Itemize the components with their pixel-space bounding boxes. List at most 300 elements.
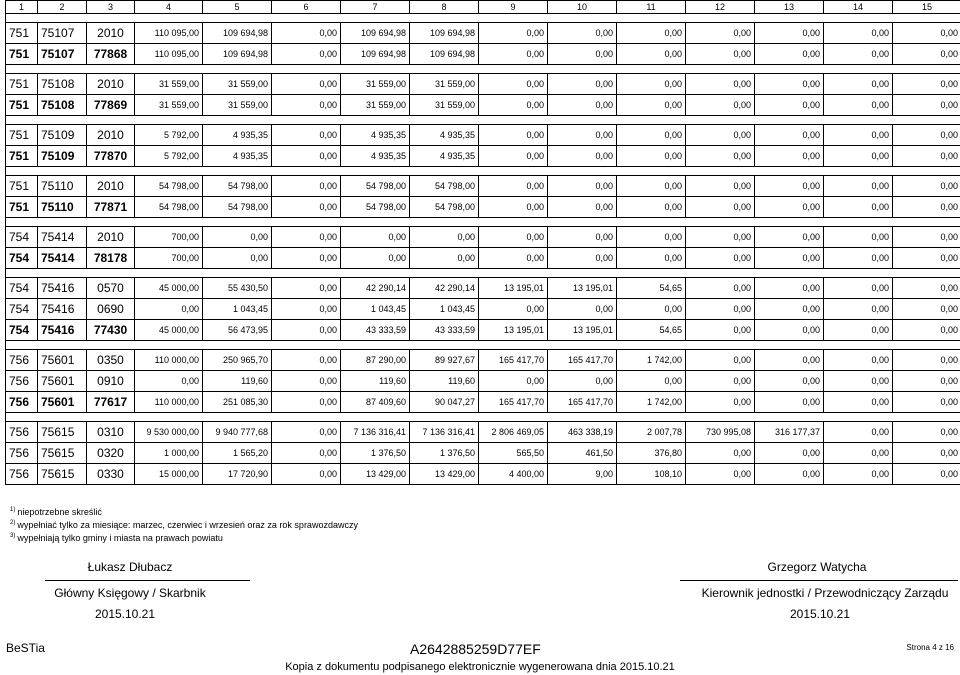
table-cell: 0,00 [893,464,960,485]
table-row [6,23,960,44]
table-cell: 0,00 [893,197,960,218]
table-cell: 77868 [87,44,135,65]
table-cell: 0,00 [755,227,824,248]
table-cell: 119,60 [341,371,410,392]
table-cell: 0,00 [893,278,960,299]
table-cell: 316 177,37 [755,422,824,443]
table-cell: 0,00 [686,299,755,320]
header-cell: 12 [686,1,755,14]
table-cell: 75414 [38,248,87,269]
table-cell: 0,00 [203,227,272,248]
table-cell: 0,00 [479,44,548,65]
table-cell: 0,00 [617,146,686,167]
table-cell: 75416 [38,278,87,299]
table-cell: 109 694,98 [203,23,272,44]
app-name: BeSTia [6,641,45,655]
table-cell: 109 694,98 [203,44,272,65]
table-cell: 0,00 [341,248,410,269]
table-cell: 75414 [38,227,87,248]
table-cell: 13 195,01 [479,320,548,341]
table-cell: 756 [6,422,38,443]
table-row [6,44,960,65]
table-cell: 751 [6,44,38,65]
table-cell: 0,00 [617,176,686,197]
table-cell: 0,00 [341,227,410,248]
table-cell: 251 085,30 [203,392,272,413]
table-cell: 54,65 [617,320,686,341]
table-cell: 700,00 [135,227,203,248]
table-cell: 45 000,00 [135,320,203,341]
table-cell: 0,00 [824,278,893,299]
table-cell: 0,00 [548,299,617,320]
table-cell: 109 694,98 [341,23,410,44]
table-cell: 0,00 [272,44,341,65]
table-cell: 0,00 [272,248,341,269]
header-cell: 13 [755,1,824,14]
table-cell: 54 798,00 [410,176,479,197]
table-cell: 0,00 [272,464,341,485]
table-cell: 75108 [38,95,87,116]
table-cell: 75108 [38,74,87,95]
header-cell: 1 [6,1,38,14]
table-cell: 0,00 [824,443,893,464]
signature-left-role: Główny Księgowy / Skarbnik [54,586,206,600]
table-cell: 0,00 [479,197,548,218]
table-cell: 109 694,98 [410,23,479,44]
table-cell: 0,00 [617,74,686,95]
footnotes [10,505,358,544]
table-cell: 0,00 [755,299,824,320]
table-cell: 87 409,60 [341,392,410,413]
table-cell: 0,00 [617,227,686,248]
table-cell: 0,00 [548,176,617,197]
table-cell: 54 798,00 [203,176,272,197]
table-cell: 75601 [38,350,87,371]
spacer-row [6,218,960,227]
header-cell: 4 [135,1,203,14]
table-cell: 0,00 [548,74,617,95]
table-cell: 0,00 [893,125,960,146]
table-cell: 4 935,35 [410,146,479,167]
table-cell: 0,00 [824,44,893,65]
table-row [6,299,960,320]
table-cell: 13 429,00 [410,464,479,485]
table-cell: 31 559,00 [135,95,203,116]
table-cell: 0,00 [755,95,824,116]
table-cell: 75416 [38,299,87,320]
table-cell: 0,00 [755,23,824,44]
signature-left-date: 2015.10.21 [94,607,156,621]
header-cell: 14 [824,1,893,14]
spacer-cell [6,65,960,74]
header-cell: 10 [548,1,617,14]
table-cell: 754 [6,299,38,320]
table-cell: 463 338,19 [548,422,617,443]
table-cell: 0,00 [135,299,203,320]
table-cell: 1 043,45 [341,299,410,320]
table-cell: 0,00 [479,227,548,248]
table-cell: 0,00 [617,248,686,269]
table-cell: 0,00 [824,464,893,485]
table-cell: 15 000,00 [135,464,203,485]
table-cell: 0,00 [824,320,893,341]
header-cell: 2 [38,1,87,14]
table-cell: 54 798,00 [410,197,479,218]
table-cell: 565,50 [479,443,548,464]
table-cell: 77617 [87,392,135,413]
table-cell: 0,00 [824,392,893,413]
table-cell: 700,00 [135,248,203,269]
table-cell: 0,00 [479,176,548,197]
table-cell: 0,00 [272,443,341,464]
table-cell: 0320 [87,443,135,464]
header-cell: 3 [87,1,135,14]
signature-left-name: Łukasz Dłubacz [87,560,173,574]
table-cell: 0,00 [686,320,755,341]
table-cell: 1 742,00 [617,392,686,413]
table-cell: 0,00 [617,299,686,320]
table-cell: 13 195,01 [548,278,617,299]
signature-line-left [45,580,250,581]
table-cell: 0,00 [686,44,755,65]
table-cell: 751 [6,146,38,167]
table-cell: 0330 [87,464,135,485]
table-cell: 0,00 [686,248,755,269]
table-cell: 17 720,90 [203,464,272,485]
table-cell: 9 940 777,68 [203,422,272,443]
table-cell: 1 376,50 [341,443,410,464]
table-cell: 0,00 [755,392,824,413]
footnote: $^{2)}$ wypełniać tylko za miesiące: marzec, czerwiec i wrzesień oraz za rok sprawozdawczy [10,520,358,530]
table-cell: 0,00 [272,176,341,197]
table-row [6,146,960,167]
table-cell: 0,00 [479,125,548,146]
table-cell: 1 376,50 [410,443,479,464]
spacer-cell [6,116,960,125]
table-cell: 77871 [87,197,135,218]
table-cell: 0,00 [824,299,893,320]
table-cell: 75615 [38,464,87,485]
table-cell: 75601 [38,392,87,413]
table-cell: 730 995,08 [686,422,755,443]
table-cell: 751 [6,74,38,95]
table-cell: 0,00 [272,95,341,116]
table-cell: 0,00 [548,248,617,269]
table-cell: 0,00 [617,125,686,146]
table-row [6,248,960,269]
table-cell: 13 195,01 [479,278,548,299]
table-row [6,197,960,218]
table-cell: 751 [6,176,38,197]
table-cell: 0,00 [410,248,479,269]
spacer-cell [6,341,960,350]
table-cell: 756 [6,392,38,413]
table-cell: 75601 [38,371,87,392]
table-cell: 5 792,00 [135,125,203,146]
table-cell: 109 694,98 [341,44,410,65]
table-cell: 0,00 [893,146,960,167]
table-cell: 0,00 [755,74,824,95]
table-cell: 0,00 [272,392,341,413]
header-cell: 9 [479,1,548,14]
table-cell: 75615 [38,443,87,464]
table-cell: 87 290,00 [341,350,410,371]
table-cell: 754 [6,320,38,341]
table-cell: 0,00 [824,125,893,146]
table-row [6,443,960,464]
table-cell: 0,00 [686,350,755,371]
header-cell: 8 [410,1,479,14]
table-cell: 756 [6,371,38,392]
signature-right-role: Kierownik jednostki / Przewodniczący Zarządu [701,586,949,600]
table-cell: 110 095,00 [135,23,203,44]
table-cell: 1 043,45 [410,299,479,320]
table-cell: 31 559,00 [341,74,410,95]
table-cell: 75110 [38,197,87,218]
table-cell: 110 000,00 [135,350,203,371]
table-cell: 751 [6,23,38,44]
table-cell: 0,00 [686,278,755,299]
table-cell: 31 559,00 [410,74,479,95]
header-cell: 7 [341,1,410,14]
table-row [6,278,960,299]
table-cell: 75109 [38,125,87,146]
table-cell: 56 473,95 [203,320,272,341]
table-cell: 110 095,00 [135,44,203,65]
table-cell: 751 [6,125,38,146]
table-cell: 0570 [87,278,135,299]
table-cell: 0,00 [755,44,824,65]
table-cell: 0,00 [824,197,893,218]
table-cell: 0,00 [824,146,893,167]
table-row [6,176,960,197]
table-cell: 54,65 [617,278,686,299]
table-cell: 0,00 [617,44,686,65]
table-cell: 0,00 [617,23,686,44]
table-cell: 9,00 [548,464,617,485]
table-cell: 0,00 [479,371,548,392]
table-cell: 119,60 [203,371,272,392]
table-row [6,350,960,371]
table-cell: 4 400,00 [479,464,548,485]
report-table [5,0,960,485]
table-cell: 0,00 [755,350,824,371]
table-cell: 54 798,00 [341,176,410,197]
spacer-cell [6,218,960,227]
table-row [6,422,960,443]
table-cell: 0,00 [479,95,548,116]
table-cell: 2010 [87,176,135,197]
spacer-row [6,413,960,422]
table-cell: 0,00 [686,371,755,392]
table-cell: 0,00 [893,392,960,413]
table-cell: 0,00 [686,227,755,248]
table-row [6,125,960,146]
table-cell: 77870 [87,146,135,167]
table-cell: 0,00 [479,299,548,320]
table-cell: 0,00 [548,371,617,392]
table-cell: 78178 [87,248,135,269]
table-cell: 0,00 [755,371,824,392]
table-cell: 250 965,70 [203,350,272,371]
table-cell: 0,00 [548,23,617,44]
table-cell: 43 333,59 [410,320,479,341]
table-cell: 109 694,98 [410,44,479,65]
table-cell: 0,00 [686,464,755,485]
table-cell: 0690 [87,299,135,320]
spacer-row [6,341,960,350]
table-cell: 7 136 316,41 [410,422,479,443]
table-cell: 75109 [38,146,87,167]
table-cell: 0,00 [686,125,755,146]
table-cell: 0,00 [893,248,960,269]
table-cell: 77430 [87,320,135,341]
table-cell: 0310 [87,422,135,443]
table-cell: 0,00 [686,197,755,218]
table-cell: 0,00 [824,95,893,116]
table-cell: 4 935,35 [203,146,272,167]
table-cell: 0,00 [548,146,617,167]
table-cell: 754 [6,248,38,269]
table-cell: 89 927,67 [410,350,479,371]
table-cell: 2010 [87,227,135,248]
header-cell: 5 [203,1,272,14]
table-cell: 13 429,00 [341,464,410,485]
table-cell: 165 417,70 [479,350,548,371]
table-cell: 0,00 [272,125,341,146]
table-cell: 0,00 [410,227,479,248]
table-cell: 1 000,00 [135,443,203,464]
table-cell: 0,00 [893,23,960,44]
table-cell: 54 798,00 [135,176,203,197]
table-cell: 0,00 [755,248,824,269]
table-cell: 0,00 [135,371,203,392]
table-cell: 0,00 [893,299,960,320]
signature-right-date: 2015.10.21 [789,607,851,621]
table-cell: 4 935,35 [341,125,410,146]
spacer-cell [6,14,960,23]
table-cell: 75416 [38,320,87,341]
table-cell: 165 417,70 [548,392,617,413]
table-row [6,392,960,413]
table-row [6,464,960,485]
table-cell: 0,00 [755,464,824,485]
table-cell: 0,00 [824,248,893,269]
table-cell: 0,00 [755,176,824,197]
table-cell: 756 [6,443,38,464]
table-cell: 0,00 [479,146,548,167]
table-cell: 0,00 [824,422,893,443]
table-cell: 4 935,35 [341,146,410,167]
table-cell: 0,00 [548,227,617,248]
header-cell: 15 [893,1,960,14]
table-cell: 54 798,00 [203,197,272,218]
table-cell: 0,00 [203,248,272,269]
table-cell: 0,00 [617,95,686,116]
table-cell: 0,00 [272,23,341,44]
table-cell: 2 007,78 [617,422,686,443]
spacer-cell [6,269,960,278]
table-cell: 42 290,14 [410,278,479,299]
table-cell: 0,00 [893,227,960,248]
table-cell: 0,00 [686,176,755,197]
table-row [6,74,960,95]
footnote: $^{1)}$ niepotrzebne skreślić [10,507,102,517]
signature-line-right [680,580,958,581]
table-cell: 0,00 [824,350,893,371]
table-cell: 0,00 [893,320,960,341]
table-cell: 165 417,70 [548,350,617,371]
table-cell: 756 [6,464,38,485]
table-cell: 0,00 [755,320,824,341]
table-cell: 751 [6,197,38,218]
table-cell: 75615 [38,422,87,443]
table-cell: 108,10 [617,464,686,485]
table-cell: 0,00 [272,146,341,167]
table-cell: 0,00 [824,74,893,95]
table-cell: 42 290,14 [341,278,410,299]
table-cell: 461,50 [548,443,617,464]
table-cell: 756 [6,350,38,371]
table-cell: 54 798,00 [341,197,410,218]
table-cell: 45 000,00 [135,278,203,299]
table-cell: 1 742,00 [617,350,686,371]
table-cell: 110 000,00 [135,392,203,413]
table-cell: 0,00 [893,95,960,116]
table-cell: 0,00 [548,125,617,146]
spacer-cell [6,413,960,422]
table-cell: 0,00 [479,74,548,95]
table-cell: 2010 [87,125,135,146]
table-cell: 0,00 [893,422,960,443]
table-cell: 31 559,00 [203,74,272,95]
table-cell: 2010 [87,23,135,44]
spacer-row [6,269,960,278]
table-cell: 13 195,01 [548,320,617,341]
table-cell: 54 798,00 [135,197,203,218]
table-cell: 9 530 000,00 [135,422,203,443]
table-cell: 1 565,20 [203,443,272,464]
table-cell: 0,00 [893,350,960,371]
table-cell: 0,00 [755,443,824,464]
table-cell: 0,00 [824,227,893,248]
table-cell: 0350 [87,350,135,371]
table-cell: 0,00 [272,422,341,443]
table-cell: 31 559,00 [410,95,479,116]
table-cell: 0,00 [824,371,893,392]
table-cell: 0,00 [617,371,686,392]
table-cell: 0,00 [893,443,960,464]
table-cell: 0,00 [272,227,341,248]
copy-notice: Kopia z dokumentu podpisanego elektronicznie wygenerowana dnia 2015.10.21 [285,661,675,673]
table-cell: 5 792,00 [135,146,203,167]
table-cell: 754 [6,278,38,299]
spacer-row [6,167,960,176]
header-row [6,1,960,14]
table-cell: 31 559,00 [203,95,272,116]
table-cell: 0,00 [893,44,960,65]
table-cell: 0,00 [479,248,548,269]
table-cell: 0,00 [755,125,824,146]
spacer-cell [6,167,960,176]
spacer-row [6,116,960,125]
spacer-row [6,65,960,74]
table-cell: 77869 [87,95,135,116]
table-cell: 0,00 [686,443,755,464]
page-number: Strona 4 z 16 [906,643,954,652]
table-cell: 0,00 [686,146,755,167]
table-cell: 31 559,00 [135,74,203,95]
